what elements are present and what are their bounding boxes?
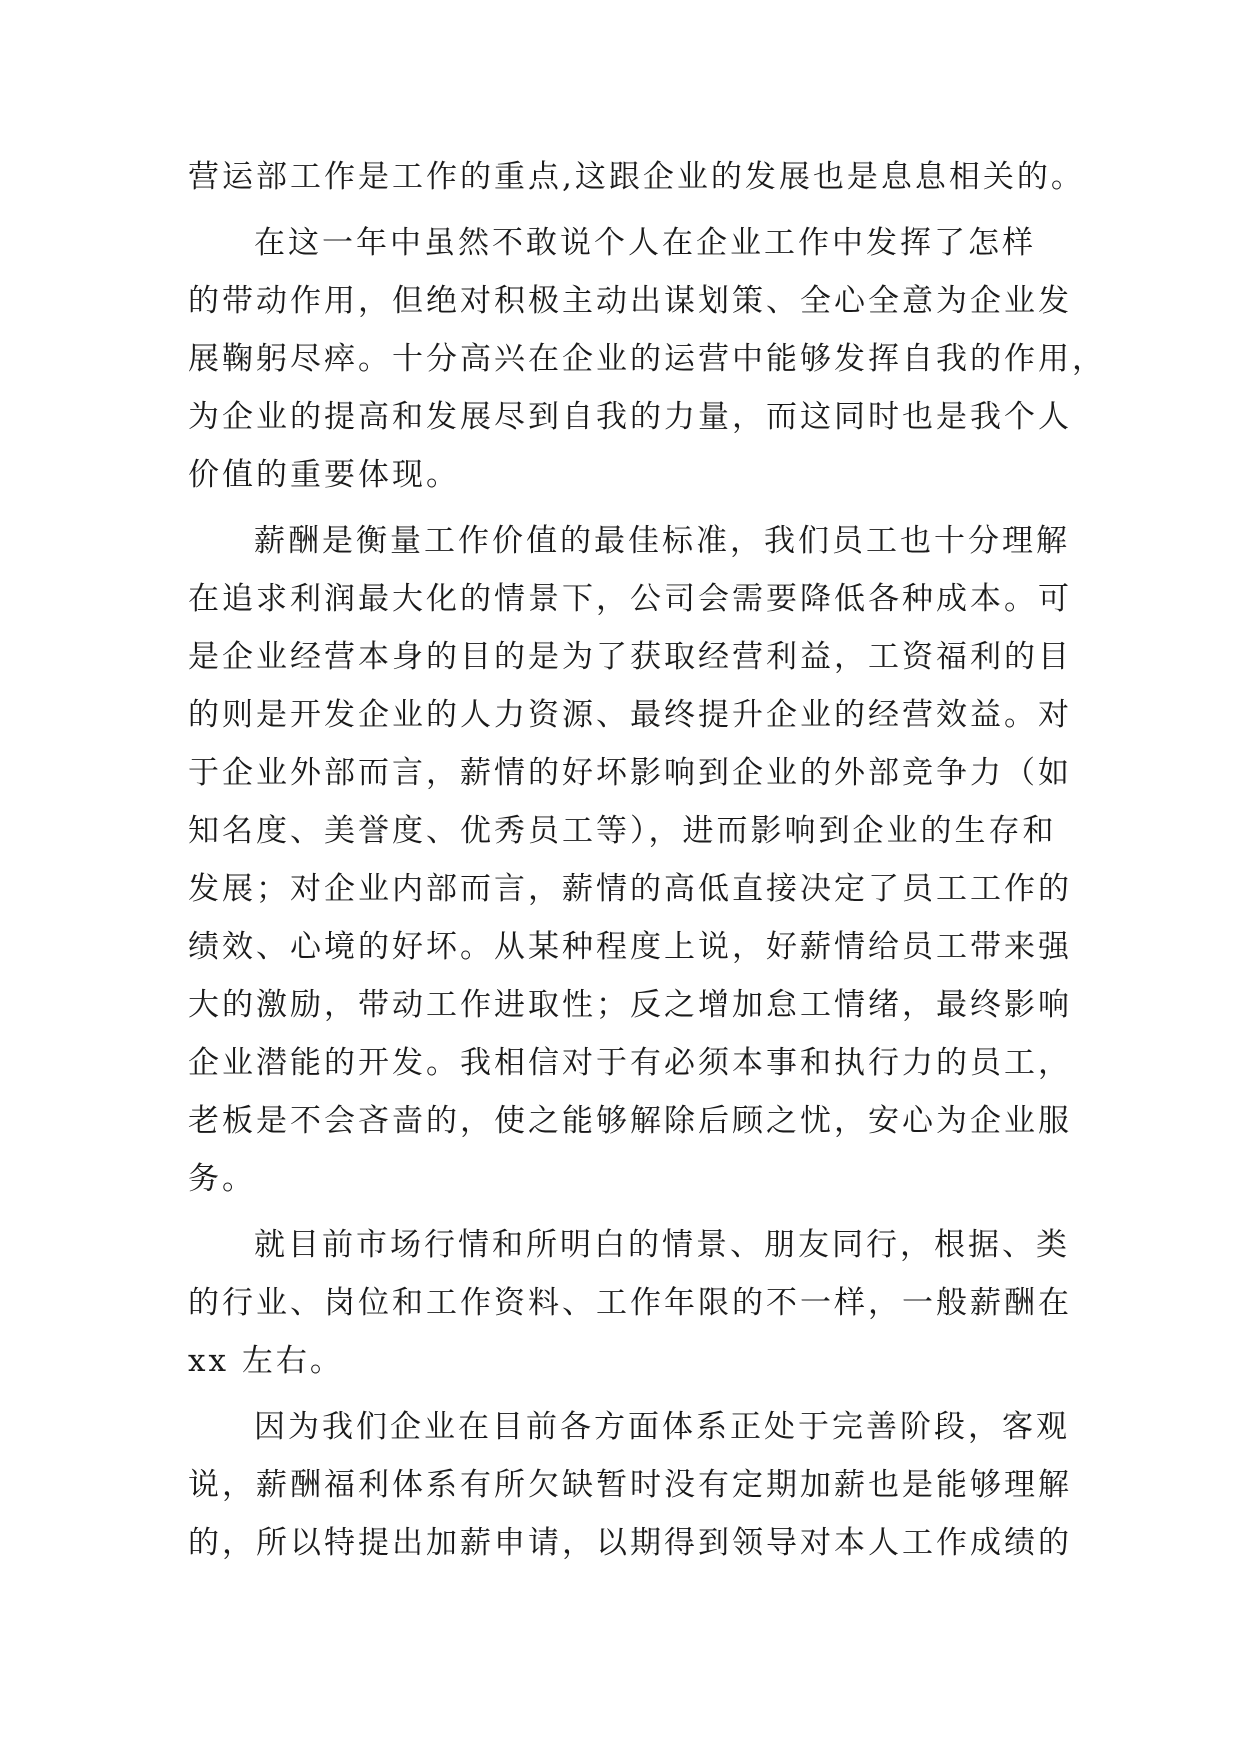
text-line: 在追求利润最大化的情景下，公司会需要降低各种成本。可 (188, 581, 1072, 617)
text-line: 的带动作用，但绝对积极主动出谋划策、全心全意为企业发 (188, 283, 1072, 319)
text-line: 务。 (188, 1161, 256, 1197)
paragraph (188, 1216, 1072, 1390)
text-line: 是企业经营本身的目的是为了获取经营利益，工资福利的目 (188, 639, 1072, 675)
text-line: 就目前市场行情和所明白的情景、朋友同行，根据、类 (254, 1227, 1070, 1263)
text-line: 因为我们企业在目前各方面体系正处于完善阶段，客观 (254, 1409, 1070, 1445)
paragraph (188, 512, 1072, 1208)
text-line: 的则是开发企业的人力资源、最终提升企业的经营效益。对 (188, 697, 1072, 733)
text-line: 薪酬是衡量工作价值的最佳标准，我们员工也十分理解 (254, 523, 1070, 559)
text-line: 的，所以特提出加薪申请，以期得到领导对本人工作成绩的 (188, 1525, 1072, 1561)
text-line: 展鞠躬尽瘁。十分高兴在企业的运营中能够发挥自我的作用， (188, 341, 1106, 377)
paragraph (188, 148, 1085, 206)
text-line: 发展；对企业内部而言，薪情的高低直接决定了员工工作的 (188, 871, 1072, 907)
text-line: 企业潜能的开发。我相信对于有必须本事和执行力的员工， (188, 1045, 1072, 1081)
document-body (188, 148, 1106, 1572)
paragraph (188, 1398, 1072, 1572)
text-line: 老板是不会吝啬的，使之能够解除后顾之忧，安心为企业服 (188, 1103, 1072, 1139)
text-line: 绩效、心境的好坏。从某种程度上说，好薪情给员工带来强 (188, 929, 1072, 965)
text-line: 知名度、美誉度、优秀员工等），进而影响到企业的生存和 (188, 813, 1057, 849)
text-line: 为企业的提高和发展尽到自我的力量，而这同时也是我个人 (188, 399, 1072, 435)
text-line: 大的激励，带动工作进取性；反之增加怠工情绪，最终影响 (188, 987, 1072, 1023)
text-line: 的行业、岗位和工作资料、工作年限的不一样，一般薪酬在 (188, 1285, 1072, 1321)
text-line: 在这一年中虽然不敢说个人在企业工作中发挥了怎样 (254, 225, 1036, 261)
text-line: xx 左右。 (188, 1343, 344, 1379)
text-line: 营运部工作是工作的重点,这跟企业的发展也是息息相关的。 (188, 159, 1085, 195)
text-line: 于企业外部而言，薪情的好坏影响到企业的外部竞争力（如 (188, 755, 1072, 791)
text-line: 说，薪酬福利体系有所欠缺暂时没有定期加薪也是能够理解 (188, 1467, 1072, 1503)
paragraph (188, 214, 1106, 504)
text-line: 价值的重要体现。 (188, 457, 460, 493)
